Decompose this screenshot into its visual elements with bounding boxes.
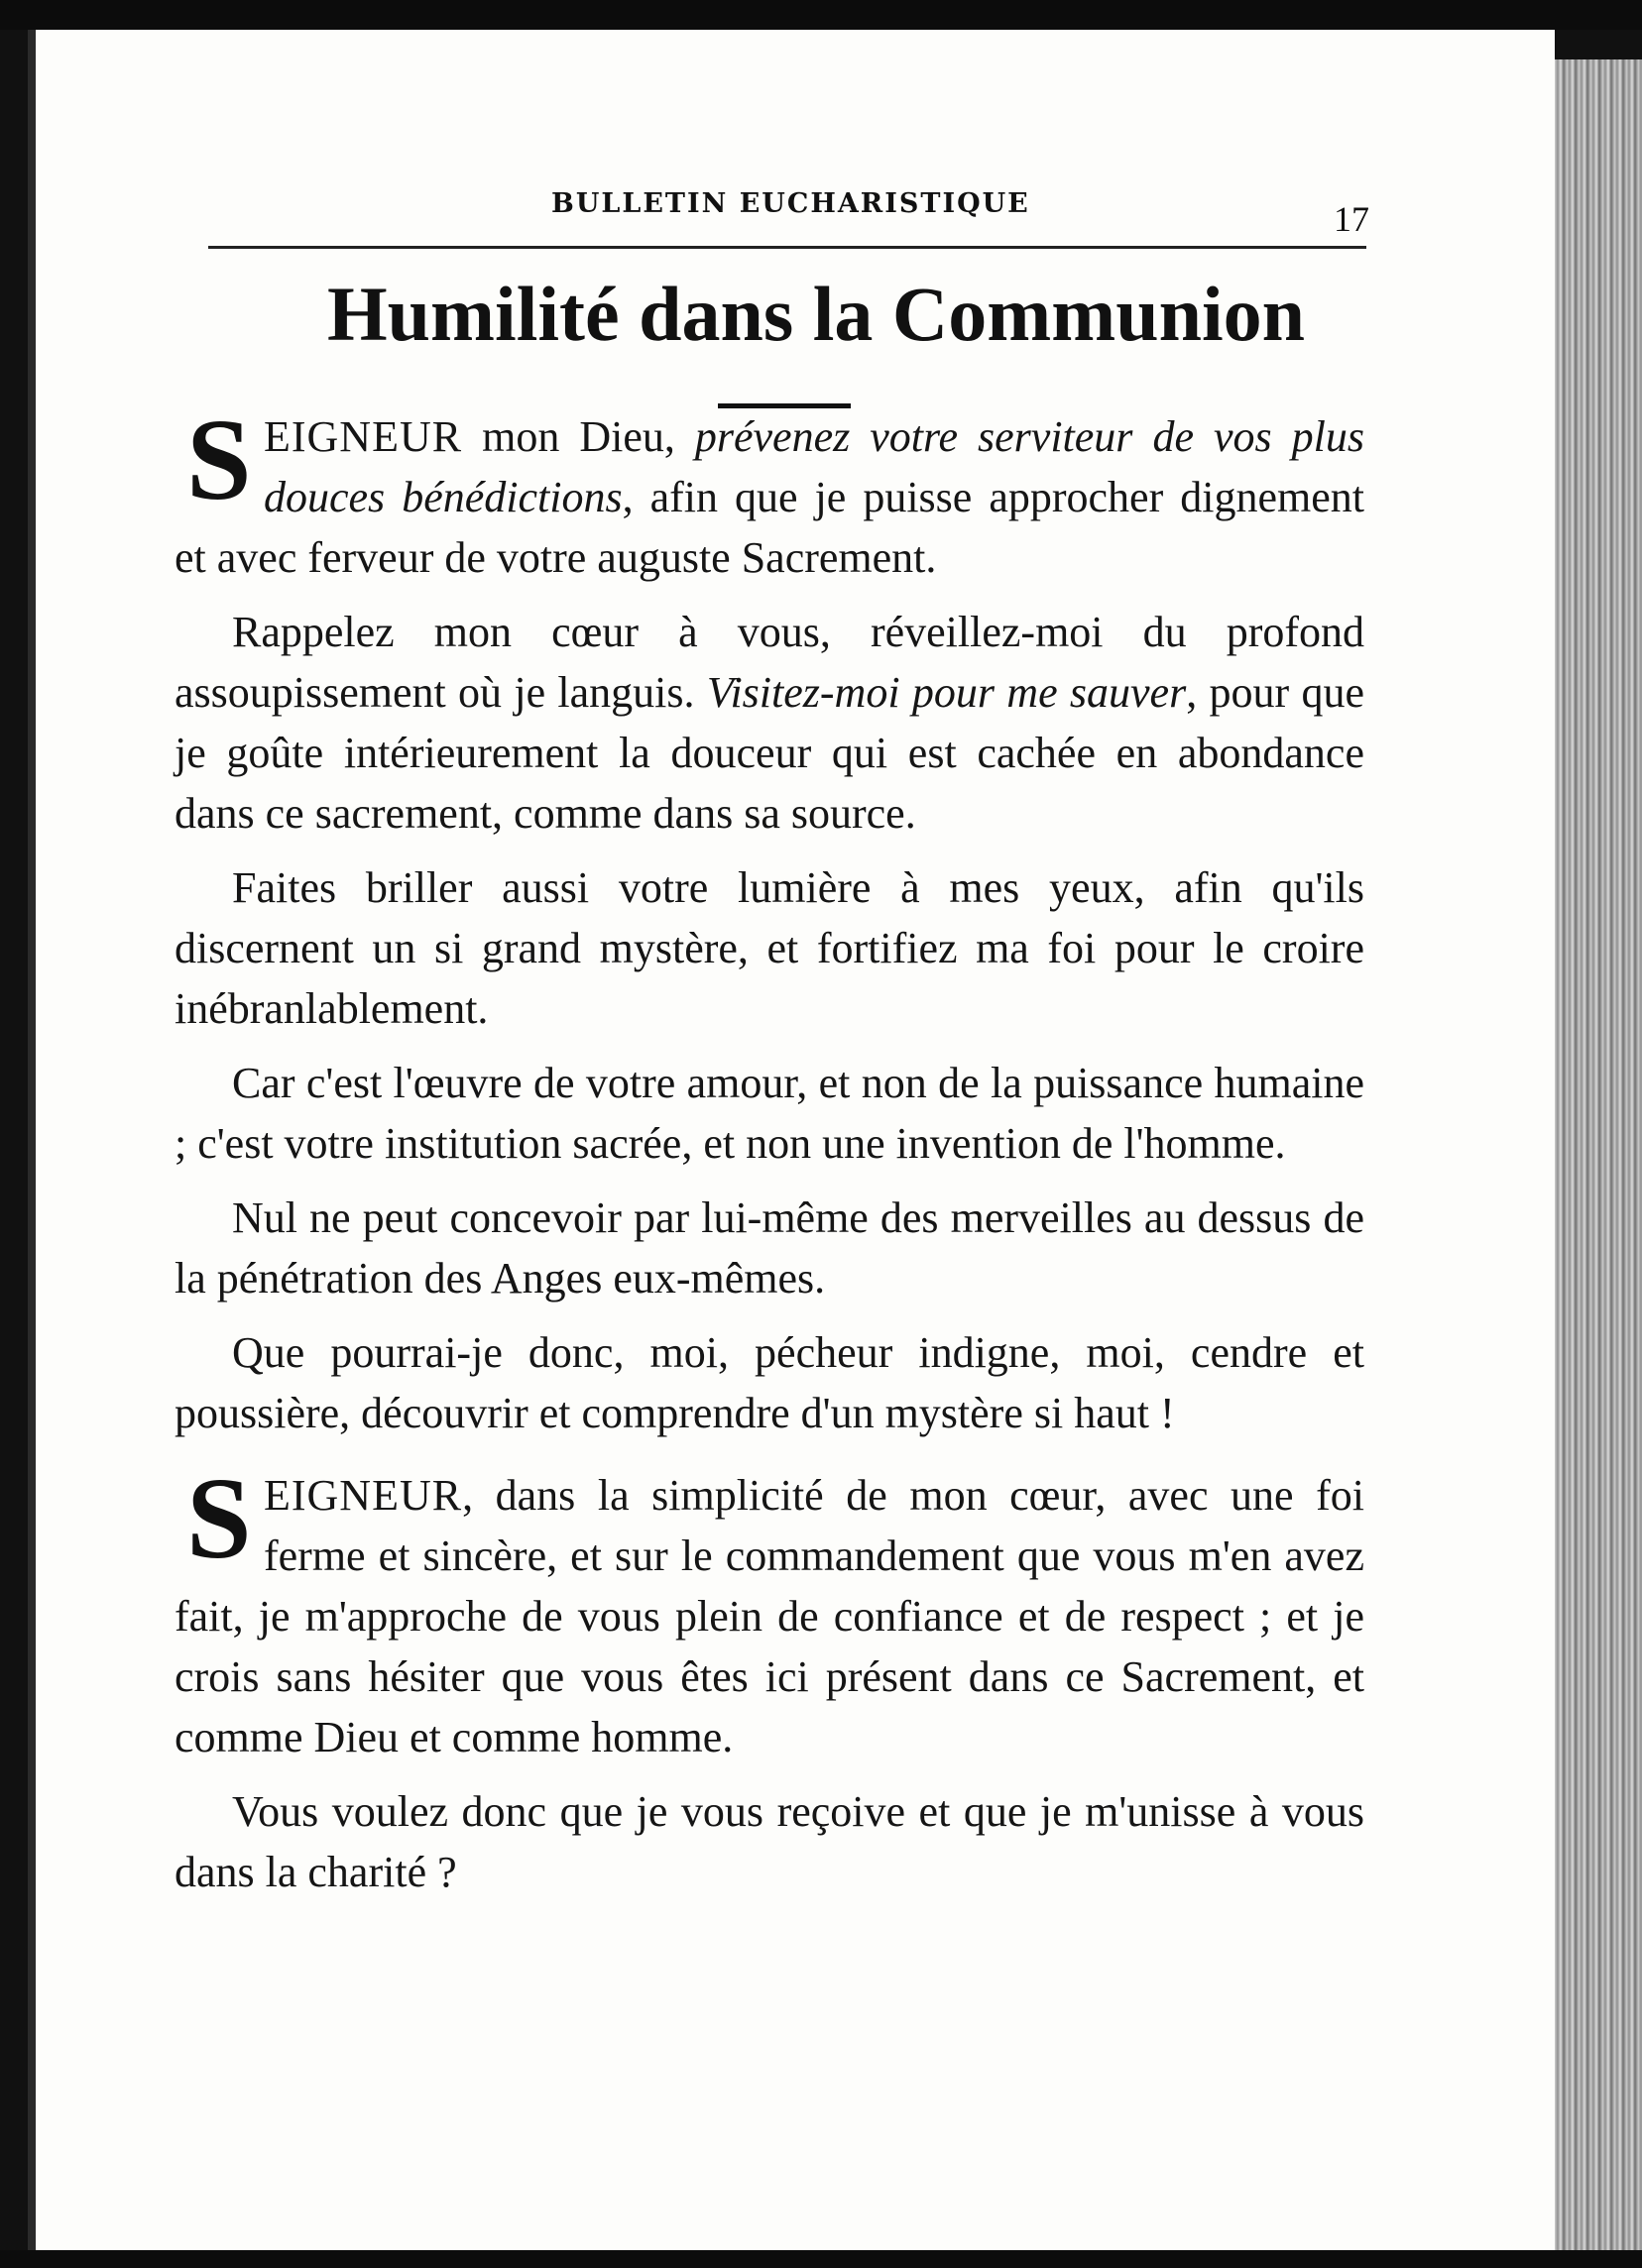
scan-top-border xyxy=(0,0,1642,30)
drop-cap: S xyxy=(186,1453,252,1583)
drop-cap: S xyxy=(186,395,252,524)
paragraph-text: mon Dieu, xyxy=(462,412,695,461)
paragraph-8: Vous voulez donc que je vous reçoive et que je m'unisse à vous dans la charité ? xyxy=(175,1787,1364,1896)
paragraph-1 xyxy=(175,395,1364,588)
lead-word: EIGNEUR xyxy=(264,1471,463,1520)
italic-text: Visitez-moi pour me sauver xyxy=(706,668,1187,717)
paragraph-text: , afin que je puisse approcher dignement et avec ferveur de votre auguste Sacrement. xyxy=(175,473,1364,582)
paragraph-3: Faites briller aussi votre lumière à mes yeux, afin qu'ils discernent un si grand mystère, et fortifiez ma foi pour le croire inébranlablement. xyxy=(175,863,1364,1033)
italic-text: prévenez votre serviteur de vos plus douces bénédictions xyxy=(264,412,1364,521)
page-number: 17 xyxy=(1334,199,1369,239)
paragraph-6: Que pourrai-je donc, moi, pécheur indigne, moi, cendre et poussière, découvrir et comprendre d'un mystère si haut ! xyxy=(175,1328,1364,1437)
paragraph-7 xyxy=(175,1453,1364,1767)
page-stack-edges xyxy=(1555,59,1642,2268)
lead-word: EIGNEUR xyxy=(264,412,463,461)
paragraph-5: Nul ne peut concevoir par lui-même des merveilles au dessus de la pénétration des Anges eux-mêmes. xyxy=(175,1193,1364,1303)
paragraph-text: Rappelez mon cœur à vous, réveillez-moi du profond assoupissement où je languis. xyxy=(175,608,1364,717)
paragraph-text: , pour que je goûte intérieurement la douceur qui est cachée en abondance dans ce sacrement, comme dans sa source. xyxy=(175,668,1365,838)
article-body xyxy=(175,395,1365,1916)
header-rule xyxy=(208,246,1366,249)
scan-bottom-border xyxy=(0,2250,1642,2268)
running-head: BULLETIN EUCHARISTIQUE xyxy=(551,188,1030,219)
paragraph-4: Car c'est l'œuvre de votre amour, et non de la puissance humaine ; c'est votre institution sacrée, et non une invention de l'homme. xyxy=(175,1059,1364,1168)
article-title: Humilité dans la Communion xyxy=(327,271,1306,357)
paragraph-2 xyxy=(175,602,1364,844)
paragraph-text: , dans la simplicité de mon cœur, avec une foi ferme et sincère, et sur le commandement que vous m'en avez fait, je m'approche de vous plein de confiance et de respect ; et je crois sans hésiter que vous êtes ici présent dans ce Sacrement, et comme Dieu et comme homme. xyxy=(175,1471,1364,1761)
page-gutter-edge xyxy=(28,30,36,2255)
